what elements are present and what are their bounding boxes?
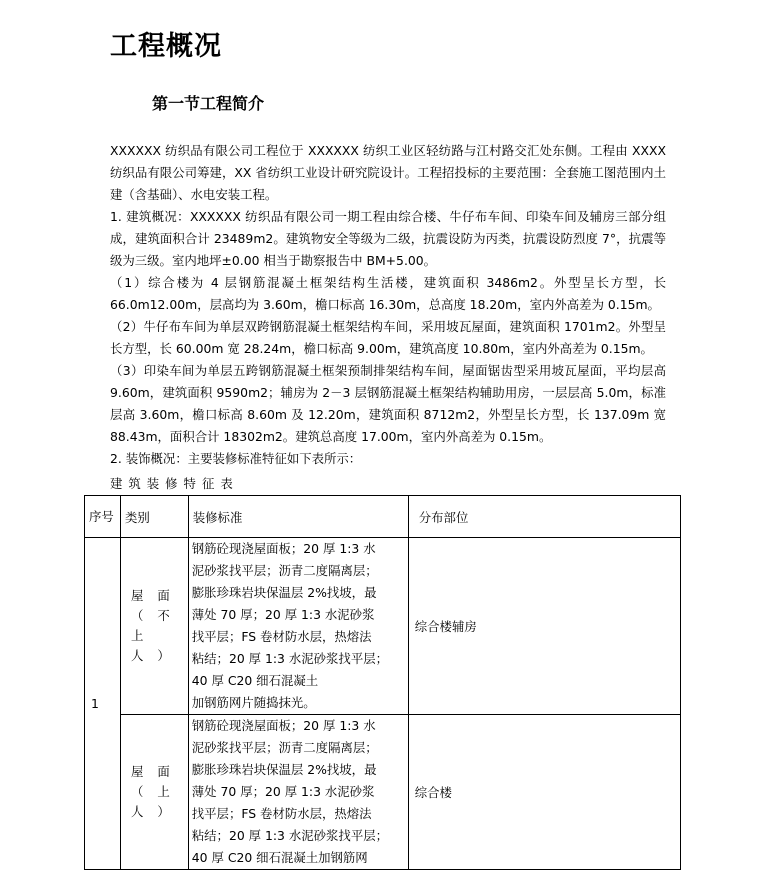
paragraph: （1）综合楼为 4 层钢筋混凝土框架结构生活楼，建筑面积 3486m2。外型呈长方型，长 66.0m12.00m，层高均为 3.60m，檐口标高 16.30m，总高度 18.20m，室内外高差为 0.15m。: [110, 275, 666, 312]
table-row: [85, 715, 681, 870]
row-location: 综合楼辅房: [408, 538, 680, 715]
row-location: 综合楼: [408, 715, 680, 870]
decoration-table: [84, 495, 681, 870]
standard-line: 找平层；FS 卷材防水层，热熔法: [191, 806, 372, 821]
standard-line: 粘结；20 厚 1:3 水泥砂浆找平层；: [191, 651, 388, 666]
standard-line: 泥砂浆找平层；沥青二度隔离层；: [191, 563, 378, 578]
standard-line: 找平层；FS 卷材防水层，热熔法: [191, 629, 372, 644]
section-title: 第一节工程简介: [152, 94, 265, 113]
paragraph: XXXXXX 纺织品有限公司工程位于 XXXXXX 纺织工业区轻纺路与江村路交汇处东侧。工程由 XXXX 纺织品有限公司筹建，XX 省纺织工业设计研究院设计。工程招投标的主要范围：全套施工图范围内土建（含基础）、水电安装工程。: [110, 143, 666, 202]
row-category: 屋面（上人）: [121, 715, 189, 870]
header-cell-no: 序号: [85, 496, 121, 538]
header-cell-category: 类别: [121, 496, 189, 538]
paragraph: （2）牛仔布车间为单层双跨钢筋混凝土框架结构车间，采用坡瓦屋面，建筑面积 1701m2。外型呈长方型，长 60.00m 宽 28.24m，檐口标高 9.00m，建筑高度 10.80m，室内外高差为 0.15m。: [110, 319, 666, 356]
paragraph: （3）印染车间为单层五跨钢筋混凝土框架预制排架结构车间，屋面锯齿型采用坡瓦屋面，平均层高 9.60m，建筑面积 9590m2；辅房为 2－3 层钢筋混凝土框架结构辅助用房，一层层高 5.0m，标准层高 3.60m，檐口标高 8.60m 及 12.20m，建筑面积 8712m2，外型呈长方型，长 137.09m 宽 88.43m，面积合计 18302m2。建筑总高度 17.00m，室内外高差为 0.15m。: [110, 363, 666, 444]
paragraph: 2. 装饰概况：主要装修标准特征如下表所示：: [110, 451, 362, 466]
standard-line: 40 厚 C20 细石混凝土: [191, 673, 319, 688]
document-title: 工程概况: [110, 31, 222, 62]
standard-line: 钢筋砼现浇屋面板；20 厚 1:3 水: [191, 718, 376, 733]
standard-line: 薄处 70 厚；20 厚 1:3 水泥砂浆: [191, 607, 375, 622]
standard-line: 膨胀珍珠岩块保温层 2%找坡，最: [191, 762, 377, 777]
standard-line: 泥砂浆找平层；沥青二度隔离层；: [191, 740, 378, 755]
standard-line: 粘结；20 厚 1:3 水泥砂浆找平层；: [191, 828, 388, 843]
table-row: [85, 538, 681, 715]
standard-line: 钢筋砼现浇屋面板；20 厚 1:3 水: [191, 541, 376, 556]
table-title: 建筑装修特征表: [110, 476, 239, 491]
standard-line: 加钢筋网片随捣抹光。: [191, 695, 316, 710]
table-header-row: [85, 496, 681, 538]
header-cell-location: 分布部位: [408, 496, 680, 538]
row-category: 屋面（不上人）: [121, 538, 189, 715]
row-standard: [188, 538, 408, 715]
paragraph: 1. 建筑概况：XXXXXX 纺织品有限公司一期工程由综合楼、牛仔布车间、印染车间及辅房三部分组成，建筑面积合计 23489m2。建筑物安全等级为二级，抗震设防为丙类，抗震设防烈度 7°，抗震等级为三级。室内地坪±0.00 相当于勘察报告中 BM+5.00。: [110, 209, 666, 268]
row-standard: [188, 715, 408, 870]
header-cell-standard: 装修标准: [188, 496, 408, 538]
standard-line: 薄处 70 厚；20 厚 1:3 水泥砂浆: [191, 784, 375, 799]
body-text: [110, 140, 666, 470]
row-number: 1: [85, 538, 121, 870]
standard-line: 40 厚 C20 细石混凝土加钢筋网: [191, 850, 368, 865]
standard-line: 膨胀珍珠岩块保温层 2%找坡，最: [191, 585, 377, 600]
